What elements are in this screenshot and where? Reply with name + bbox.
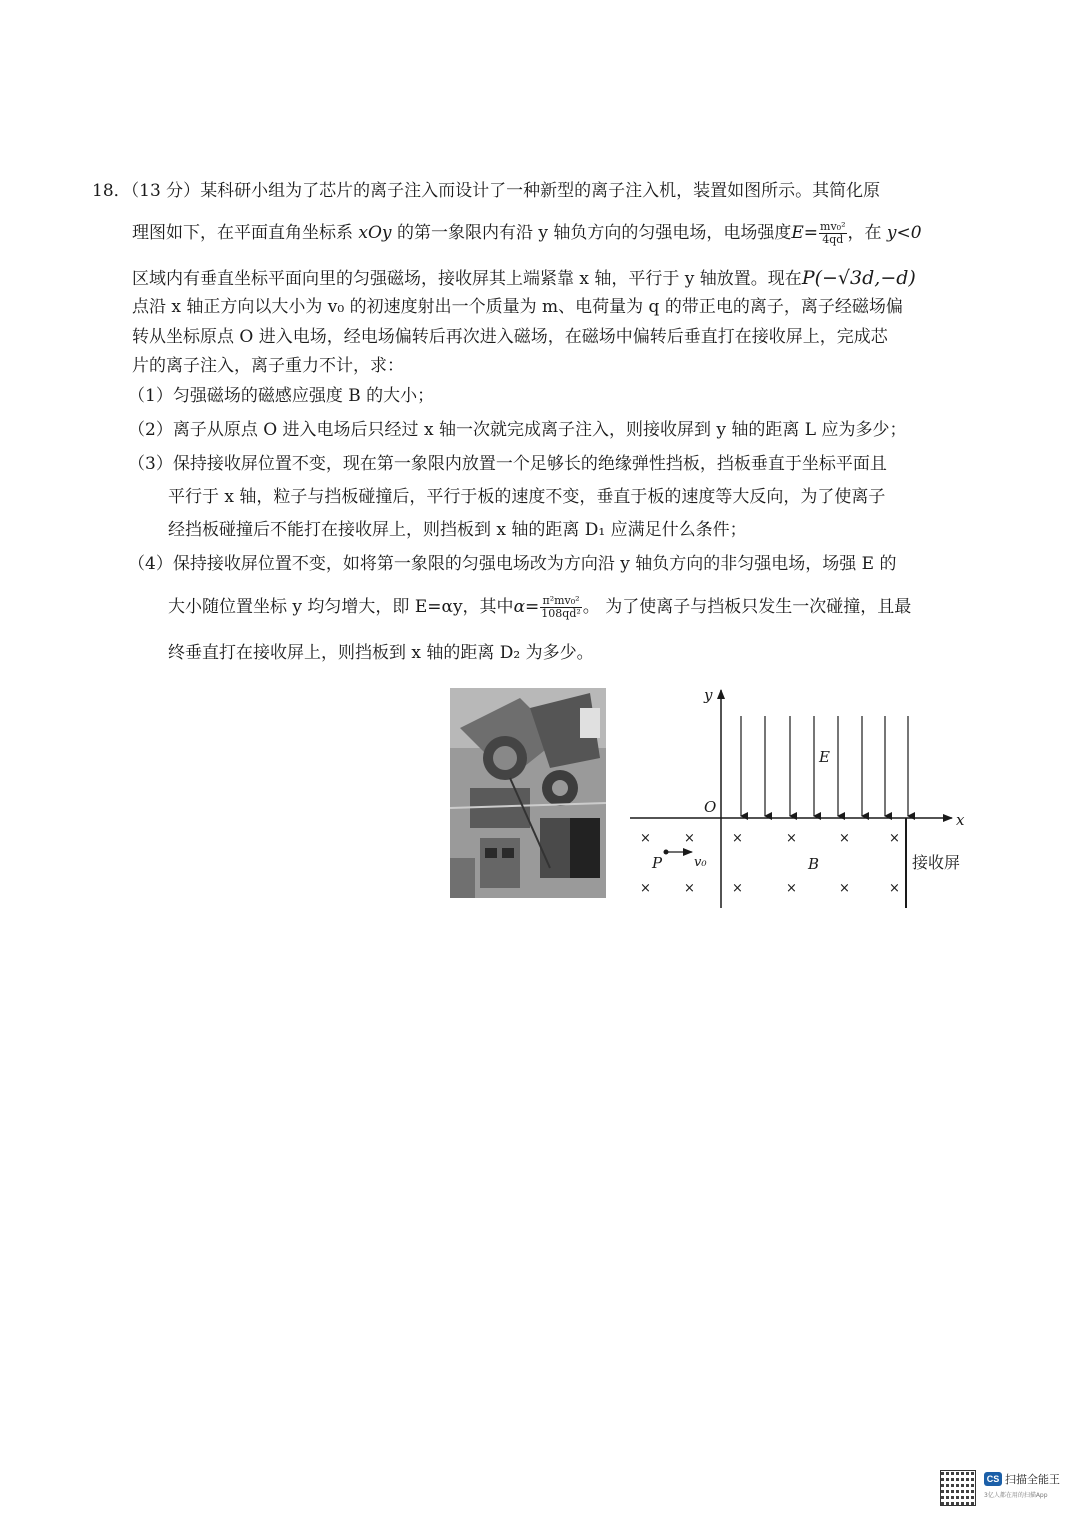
stem-line-2: 理图如下，在平面直角坐标系 xOy 的第一象限内有沿 y 轴负方向的匀强电场，电场强度E= $\frac{\text{mv₀²}}{4qd}$ ，在 y<0 [132, 220, 922, 246]
cross-mark: × [839, 831, 850, 846]
sub-question-1: （1）匀强磁场的磁感应强度 B 的大小； [128, 386, 435, 406]
qr-code-icon [940, 1470, 976, 1506]
question-points: （13 分） [130, 181, 201, 201]
cross-mark: × [732, 831, 743, 846]
scanner-watermark [940, 1466, 1062, 1506]
field-diagram [620, 680, 980, 919]
magnetic-field-crosses [640, 831, 900, 896]
magnetic-field-label: B [808, 855, 820, 873]
cross-mark: × [684, 881, 695, 896]
screen-label: 接收屏 [912, 853, 961, 872]
camscanner-logo: CS [984, 1472, 1002, 1486]
stem-line-4: 点沿 x 轴正方向以大小为 v₀ 的初速度射出一个质量为 m、电荷量为 q 的带正电的离子，离子经磁场偏 [132, 297, 903, 317]
sub-question-3-line-3: 经挡板碰撞后不能打在接收屏上，则挡板到 x 轴的距离 D₁ 应满足什么条件； [168, 520, 747, 540]
velocity-label: v₀ [694, 855, 707, 870]
sub-question-2: （2）离子从原点 O 进入电场后只经过 x 轴一次就完成离子注入，则接收屏到 y 轴的距离 L 应为多少； [128, 420, 907, 440]
watermark-name: 扫描全能王 [1005, 1473, 1060, 1486]
point-p-label: P [652, 854, 663, 872]
stem-line-5: 转从坐标原点 O 进入电场，经电场偏转后再次进入磁场，在磁场中偏转后垂直打在接收屏上，完成芯 [132, 327, 888, 347]
ion-implanter-photo [450, 688, 606, 898]
electric-field-lines [741, 716, 908, 816]
point-p-dot [664, 850, 669, 855]
y-axis-label: y [704, 686, 713, 704]
cross-mark: × [786, 881, 797, 896]
stem-line-1: 18．（13 分）某科研小组为了芯片的离子注入而设计了一种新型的离子注入机，装置如图所示。其简化原 [92, 181, 881, 201]
field-strength-formula: $\frac{\text{mv₀²}}{4qd}$ [820, 220, 846, 246]
point-p-coordinates: P(−√3d,−d) [801, 267, 916, 289]
electric-field-label: E [819, 748, 830, 766]
x-axis-label: x [956, 811, 965, 829]
sub-question-4-line-2: 大小随位置坐标 y 均匀增大，即 E=αy，其中α= $\frac{\text{π²mv₀²}}{\text{108qd²}}$ 。 为了使离子与挡板只发生一次碰撞，且最 [168, 594, 912, 620]
ion-implanter-photo-drawing [450, 688, 606, 898]
cross-mark: × [889, 881, 900, 896]
origin-label: O [704, 798, 717, 816]
cross-mark: × [640, 831, 651, 846]
cross-mark: × [889, 831, 900, 846]
cross-mark: × [786, 831, 797, 846]
sub-question-4-line-3: 终垂直打在接收屏上，则挡板到 x 轴的距离 D₂ 为多少。 [168, 643, 594, 663]
sub-question-3-line-2: 平行于 x 轴，粒子与挡板碰撞后，平行于板的速度不变，垂直于板的速度等大反向，为了使离子 [168, 487, 886, 507]
question-number: 18． [92, 181, 131, 201]
stem-line-6: 片的离子注入，离子重力不计，求： [132, 356, 404, 376]
coordinate-system: xOy [358, 223, 392, 243]
sub-question-3-line-1: （3）保持接收屏位置不变，现在第一象限内放置一个足够长的绝缘弹性挡板，挡板垂直于坐标平面且 [128, 454, 887, 474]
cross-mark: × [640, 881, 651, 896]
sub-question-4-line-1: （4）保持接收屏位置不变，如将第一象限的匀强电场改为方向沿 y 轴负方向的非匀强电场，场强 E 的 [128, 554, 897, 574]
cross-mark: × [839, 881, 850, 896]
watermark-tagline: 3亿人都在用的扫描App [984, 1492, 1048, 1499]
cross-mark: × [732, 881, 743, 896]
cross-mark: × [684, 831, 695, 846]
stem-line-3: 区域内有垂直坐标平面向里的匀强磁场，接收屏其上端紧靠 x 轴，平行于 y 轴放置。现在P(−√3d,−d) [132, 267, 916, 289]
field-diagram-svg [620, 680, 980, 915]
alpha-formula: $\frac{\text{π²mv₀²}}{\text{108qd²}}$ [541, 594, 581, 620]
